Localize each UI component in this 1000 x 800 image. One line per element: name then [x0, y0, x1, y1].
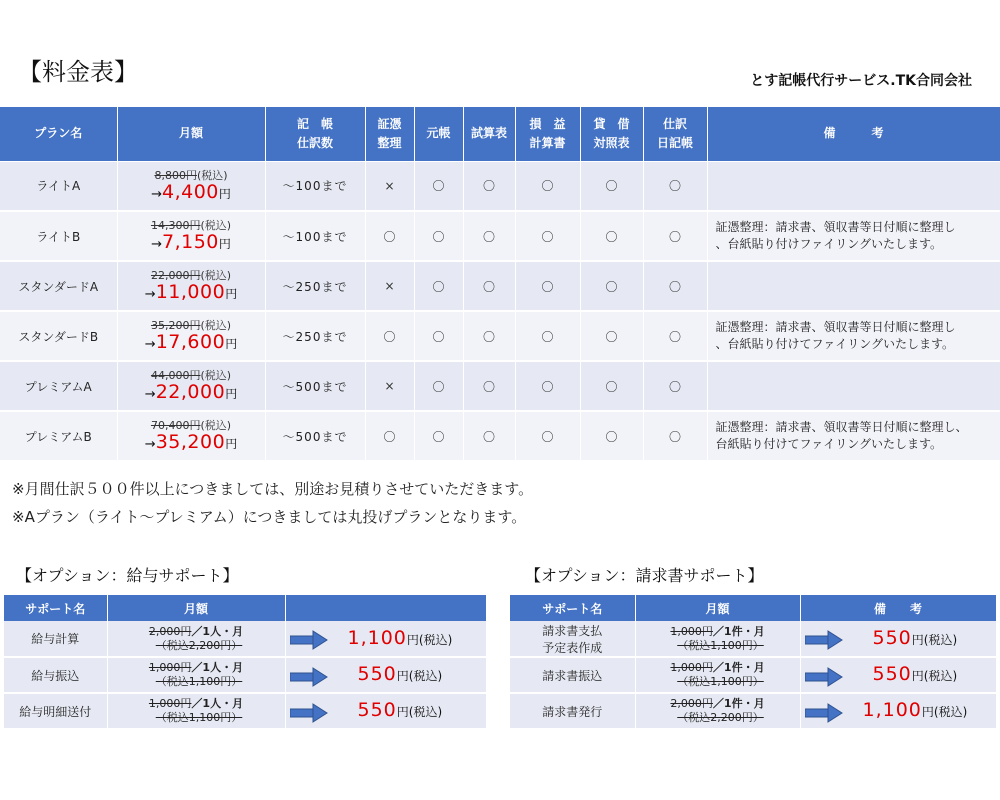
journal-count: ～250まで: [265, 261, 365, 311]
plan-price: [117, 311, 265, 361]
arrow-right-icon: [290, 630, 328, 650]
old-price: 8,800円(税込): [154, 168, 228, 182]
pl-mark: 〇: [515, 311, 580, 361]
salary-support-name: 給与明細送付: [4, 693, 107, 729]
invoice-new-price: 1,100円(税込): [800, 693, 996, 729]
arrow-right-icon: [290, 703, 328, 723]
invoice-option-title: 【オプション：請求書サポート】: [525, 566, 764, 585]
plan-remark: 証憑整理：請求書、領収書等日付順に整理し 、台紙貼り付けファイリングいたします。: [707, 211, 1000, 261]
ledger-mark: 〇: [414, 311, 463, 361]
plan-remark: [707, 261, 1000, 311]
journal-count: ～250まで: [265, 311, 365, 361]
plan-name: スタンダードA: [0, 261, 117, 311]
header-ledger: 元帳: [414, 107, 463, 161]
voucher-mark: 〇: [365, 211, 414, 261]
old-price: 44,000円(税込): [150, 368, 232, 382]
salary-option-row: [4, 657, 486, 693]
pl-mark: 〇: [515, 211, 580, 261]
plan-row: [0, 211, 1000, 261]
journal-book-mark: 〇: [643, 211, 707, 261]
journal-book-mark: 〇: [643, 311, 707, 361]
header-remarks: 備 考: [707, 107, 1000, 161]
header-plan: プラン名: [0, 107, 117, 161]
journal-count: ～100まで: [265, 161, 365, 211]
bs-mark: 〇: [580, 261, 643, 311]
voucher-mark: ×: [365, 261, 414, 311]
salary-new-price: 550円(税込): [285, 693, 486, 729]
trial-mark: 〇: [463, 261, 515, 311]
invoice-old-price: 1,000円／1件・月 （税込1,100円）: [635, 621, 800, 657]
plan-name: プレミアムA: [0, 361, 117, 411]
journal-book-mark: 〇: [643, 411, 707, 461]
salary-header-name: サポート名: [4, 595, 107, 621]
salary-support-name: 給与計算: [4, 621, 107, 657]
salary-option-row: [4, 621, 486, 657]
plan-price: [117, 361, 265, 411]
bs-mark: 〇: [580, 211, 643, 261]
plan-name: ライトA: [0, 161, 117, 211]
note-1: ※月間仕訳５００件以上につきましては、別途お見積りさせていただきます。: [12, 480, 534, 498]
company-name: とす記帳代行サービス.TK合同会社: [750, 73, 972, 89]
pricing-header-row: [0, 107, 1000, 161]
ledger-mark: 〇: [414, 211, 463, 261]
plan-name: プレミアムB: [0, 411, 117, 461]
bs-mark: 〇: [580, 361, 643, 411]
plan-remark: 証憑整理：請求書、領収書等日付順に整理し 、台紙貼り付けてファイリングいたします。: [707, 311, 1000, 361]
journal-count: ～500まで: [265, 361, 365, 411]
trial-mark: 〇: [463, 311, 515, 361]
invoice-option-row: [510, 657, 996, 693]
salary-option-table: [4, 595, 487, 730]
plan-remark: [707, 161, 1000, 211]
invoice-option-row: [510, 693, 996, 729]
pl-mark: 〇: [515, 361, 580, 411]
ledger-mark: 〇: [414, 361, 463, 411]
plan-price: [117, 161, 265, 211]
arrow-right-icon: [805, 667, 843, 687]
pricing-table: [0, 107, 1000, 462]
invoice-header-name: サポート名: [510, 595, 635, 621]
plan-row: [0, 261, 1000, 311]
pl-mark: 〇: [515, 161, 580, 211]
journal-book-mark: 〇: [643, 161, 707, 211]
invoice-header-remarks: 備 考: [800, 595, 996, 621]
invoice-support-name: 請求書発行: [510, 693, 635, 729]
header-bs: 貸 借 対照表: [580, 107, 643, 161]
invoice-old-price: 1,000円／1件・月 （税込1,100円）: [635, 657, 800, 693]
pl-mark: 〇: [515, 411, 580, 461]
plan-remark: [707, 361, 1000, 411]
salary-header-extra: [285, 595, 486, 621]
invoice-option-table: [510, 595, 997, 730]
old-price: 22,000円(税込): [150, 268, 232, 282]
plan-row: [0, 311, 1000, 361]
salary-old-price: 2,000円／1人・月 （税込2,200円）: [107, 621, 285, 657]
salary-support-name: 給与振込: [4, 657, 107, 693]
ledger-mark: 〇: [414, 161, 463, 211]
page-title: 【料金表】: [18, 58, 138, 86]
plan-row: [0, 361, 1000, 411]
header-journal-book: 仕訳 日記帳: [643, 107, 707, 161]
journal-book-mark: 〇: [643, 261, 707, 311]
old-price: 14,300円(税込): [150, 218, 232, 232]
journal-count: ～500まで: [265, 411, 365, 461]
plan-price: [117, 411, 265, 461]
voucher-mark: 〇: [365, 411, 414, 461]
new-price: →22,000円: [144, 381, 238, 404]
salary-header-monthly: 月額: [107, 595, 285, 621]
journal-count: ～100まで: [265, 211, 365, 261]
salary-old-price: 1,000円／1人・月 （税込1,100円）: [107, 657, 285, 693]
plan-price: [117, 261, 265, 311]
new-price: →11,000円: [144, 281, 238, 304]
invoice-support-name: 請求書振込: [510, 657, 635, 693]
old-price: 70,400円(税込): [150, 418, 232, 432]
arrow-right-icon: [805, 630, 843, 650]
invoice-new-price: 550円(税込): [800, 657, 996, 693]
invoice-support-name: 請求書支払 予定表作成: [510, 621, 635, 657]
trial-mark: 〇: [463, 411, 515, 461]
ledger-mark: 〇: [414, 261, 463, 311]
invoice-header-monthly: 月額: [635, 595, 800, 621]
voucher-mark: 〇: [365, 311, 414, 361]
header-monthly: 月額: [117, 107, 265, 161]
plan-row: [0, 411, 1000, 461]
bs-mark: 〇: [580, 311, 643, 361]
salary-new-price: 1,100円(税込): [285, 621, 486, 657]
trial-mark: 〇: [463, 361, 515, 411]
header-journal: 記 帳 仕訳数: [265, 107, 365, 161]
arrow-right-icon: [290, 667, 328, 687]
plan-name: スタンダードB: [0, 311, 117, 361]
invoice-new-price: 550円(税込): [800, 621, 996, 657]
new-price: →7,150円: [151, 231, 231, 254]
bs-mark: 〇: [580, 161, 643, 211]
trial-mark: 〇: [463, 161, 515, 211]
new-price: →35,200円: [144, 431, 238, 454]
new-price: →4,400円: [151, 180, 231, 203]
note-2: ※Aプラン（ライト～プレミアム）につきましては丸投げプランとなります。: [12, 508, 527, 526]
invoice-old-price: 2,000円／1件・月 （税込2,200円）: [635, 693, 800, 729]
header-pl: 損 益 計算書: [515, 107, 580, 161]
old-price: 35,200円(税込): [150, 318, 232, 332]
arrow-right-icon: [805, 703, 843, 723]
ledger-mark: 〇: [414, 411, 463, 461]
plan-row: [0, 161, 1000, 211]
voucher-mark: ×: [365, 161, 414, 211]
invoice-option-row: [510, 621, 996, 657]
salary-option-row: [4, 693, 486, 729]
bs-mark: 〇: [580, 411, 643, 461]
header-voucher: 証憑 整理: [365, 107, 414, 161]
plan-remark: 証憑整理：請求書、領収書等日付順に整理し、 台紙貼り付けてファイリングいたします。: [707, 411, 1000, 461]
pl-mark: 〇: [515, 261, 580, 311]
salary-option-title: 【オプション：給与サポート】: [16, 566, 239, 585]
voucher-mark: ×: [365, 361, 414, 411]
journal-book-mark: 〇: [643, 361, 707, 411]
plan-name: ライトB: [0, 211, 117, 261]
header-trial: 試算表: [463, 107, 515, 161]
plan-price: [117, 211, 265, 261]
salary-new-price: 550円(税込): [285, 657, 486, 693]
salary-old-price: 1,000円／1人・月 （税込1,100円）: [107, 693, 285, 729]
new-price: →17,600円: [144, 331, 238, 354]
trial-mark: 〇: [463, 211, 515, 261]
